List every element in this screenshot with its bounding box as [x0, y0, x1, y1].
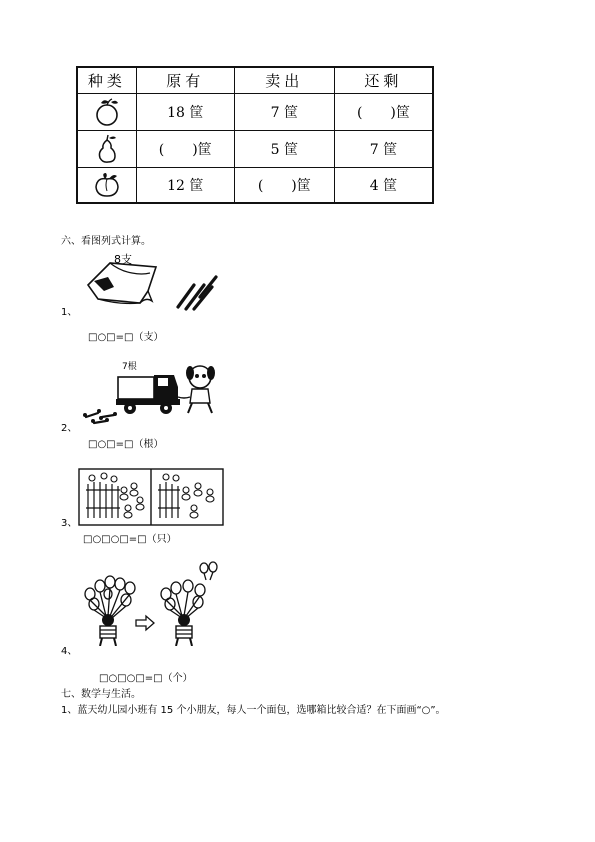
header-cell: 种类: [77, 67, 136, 94]
chicks-pen-icon: [78, 468, 224, 526]
problem4-formula: □○□○□=□（个）: [99, 673, 193, 684]
peach-icon: [77, 168, 136, 203]
table-cell: ( )筐: [136, 131, 234, 168]
fruit-table: [76, 66, 434, 204]
header-cell: 原有: [136, 67, 234, 94]
table-row: [77, 168, 433, 203]
problem3-formula: □○□○□=□（只）: [83, 534, 177, 545]
problem2-number: 2、: [61, 423, 78, 434]
table-header-row: [77, 67, 433, 94]
problem1-number: 1、: [61, 307, 78, 318]
apple-icon: [77, 94, 136, 131]
problem1-label: 8支: [114, 253, 132, 266]
truck-dog-icon: [80, 359, 228, 425]
problem1-formula: □○□=□（支）: [88, 332, 164, 343]
table-cell: 5 筐: [234, 131, 334, 168]
problem2-label: 7根: [122, 362, 137, 372]
table-cell: ( )筐: [334, 94, 433, 131]
pencil-box-icon: [80, 251, 226, 315]
table-cell: 12 筐: [136, 168, 234, 203]
section6-title: 六、看图列式计算。: [61, 236, 151, 247]
balloon-kids-icon: [78, 560, 224, 646]
section7-title: 七、数学与生活。: [61, 689, 141, 700]
pear-icon: [77, 131, 136, 168]
header-cell: 卖出: [234, 67, 334, 94]
problem3-number: 3、: [61, 518, 78, 529]
table-cell: ( )筐: [234, 168, 334, 203]
section7-question-1: 1、蓝天幼儿园小班有 15 个小朋友，每人一个面包，选哪箱比较合适？在下面画“○”。: [61, 705, 446, 716]
table-cell: 7 筐: [334, 131, 433, 168]
table-row: [77, 94, 433, 131]
table-cell: 4 筐: [334, 168, 433, 203]
problem2-formula: □○□=□（根）: [88, 439, 164, 450]
table-cell: 7 筐: [234, 94, 334, 131]
table-row: [77, 131, 433, 168]
table-cell: 18 筐: [136, 94, 234, 131]
header-cell: 还剩: [334, 67, 433, 94]
problem4-number: 4、: [61, 646, 78, 657]
